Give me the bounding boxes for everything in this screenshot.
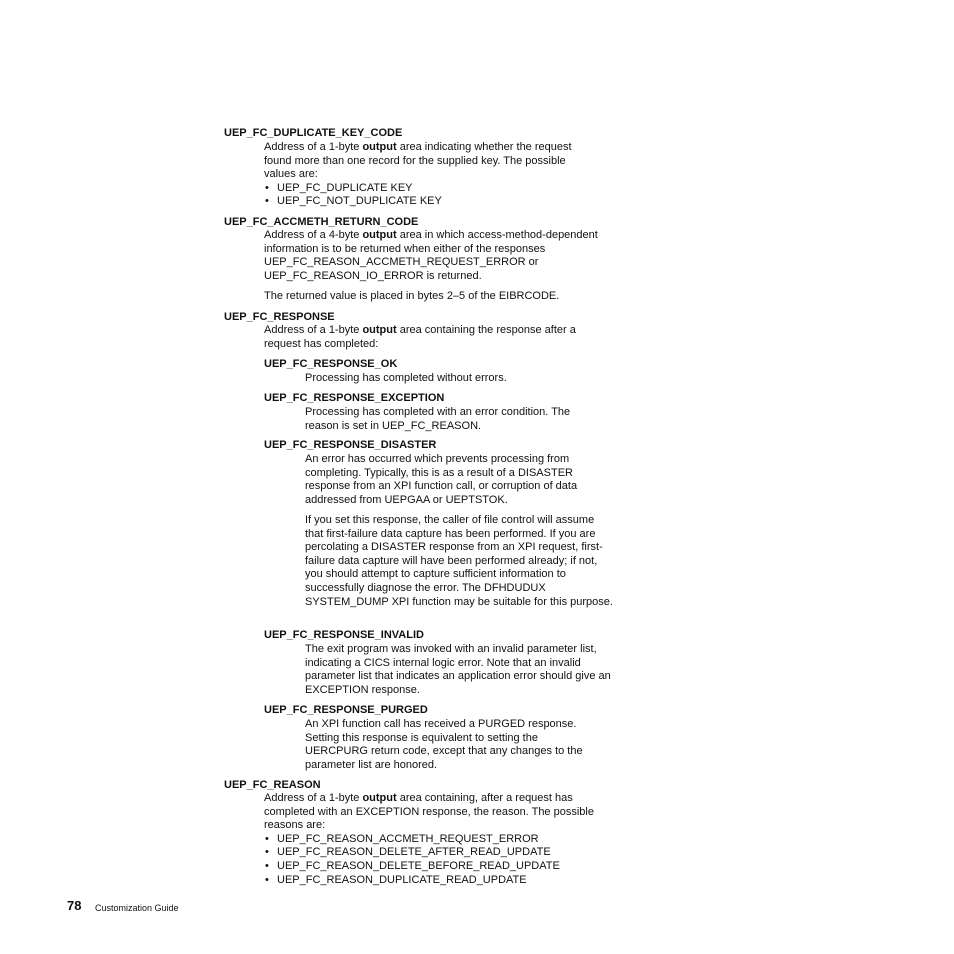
term-duplicate-key-code: UEP_FC_DUPLICATE_KEY_CODE <box>224 127 403 139</box>
desc-bold: output <box>362 229 397 241</box>
values-list <box>264 182 599 209</box>
desc-response-invalid <box>305 643 613 697</box>
term-response: UEP_FC_RESPONSE <box>224 311 335 323</box>
desc-text: Address of a 4-byte <box>264 229 363 241</box>
desc-response-exception <box>305 406 595 433</box>
desc-paragraph: Processing has completed without errors. <box>305 372 507 384</box>
term-accmeth-return-code: UEP_FC_ACCMETH_RETURN_CODE <box>224 216 419 228</box>
list-item: • UEP_FC_DUPLICATE KEY <box>264 182 599 196</box>
desc-accmeth-return-code <box>264 229 610 304</box>
term-response-purged: UEP_FC_RESPONSE_PURGED <box>264 704 428 716</box>
list-item: • UEP_FC_REASON_DUPLICATE_READ_UPDATE <box>264 874 614 888</box>
desc-paragraph: The exit program was invoked with an invalid parameter list, indicating a CICS internal logic error. Note that an invalid parameter list that indicates an application error should give an EXCEPTION response. <box>305 643 611 696</box>
desc-response-ok <box>305 372 615 386</box>
desc-text: area in which access-method-dependent information is to be returned when either of the responses UEP_FC_REASON_ACCMETH_REQUEST_ERROR or UEP_FC_REASON_IO_ERROR is returned. <box>264 229 598 282</box>
desc-text: area containing, after a request has completed with an EXCEPTION response, the reason. The possible reasons are: <box>264 792 594 832</box>
term-response-ok: UEP_FC_RESPONSE_OK <box>264 358 398 370</box>
term-response-disaster: UEP_FC_RESPONSE_DISASTER <box>264 439 437 451</box>
book-title: Customization Guide <box>95 903 179 913</box>
list-item: • UEP_FC_NOT_DUPLICATE KEY <box>264 195 599 209</box>
desc-response-purged <box>305 718 600 772</box>
desc-bold: output <box>362 324 397 336</box>
term-reason: UEP_FC_REASON <box>224 779 321 791</box>
desc-text: area containing the response after a request has completed: <box>264 324 576 350</box>
desc-paragraph <box>264 324 604 351</box>
desc-response-disaster <box>305 453 613 609</box>
desc-bold: output <box>362 141 397 153</box>
desc-text: Address of a 1-byte <box>264 141 363 153</box>
desc-note: The returned value is placed in bytes 2–5 of the EIBRCODE. <box>264 289 560 302</box>
term-response-invalid: UEP_FC_RESPONSE_INVALID <box>264 629 424 641</box>
page-number: 78 <box>67 898 82 913</box>
desc-text: area indicating whether the request found more than one record for the supplied key. The possible values are: <box>264 141 572 181</box>
desc-text: Address of a 1-byte <box>264 792 363 804</box>
list-item: • UEP_FC_REASON_DELETE_AFTER_READ_UPDATE <box>264 846 614 860</box>
desc-paragraph <box>264 792 614 833</box>
desc-response <box>264 324 604 351</box>
desc-paragraph: An error has occurred which prevents processing from completing. Typically, this is as a result of a DISASTER response from an XPI function call, or corruption of data addressed from UEPGAA or UEPTSTOK. <box>305 453 578 506</box>
reasons-list <box>264 833 614 887</box>
desc-paragraph: If you set this response, the caller of file control will assume that first-failure data capture has been performed. If you are percolating a DISASTER response from an XPI request, first-failure data capture will have been performed already; if not, you should attempt to capture sufficient information to successfully diagnose the error. The DFHDUDUX SYSTEM_DUMP XPI function may be suitable for this purpose. <box>305 513 613 608</box>
desc-paragraph: Processing has completed with an error condition. The reason is set in UEP_FC_REASON. <box>305 406 571 432</box>
desc-paragraph <box>264 141 599 182</box>
desc-reason <box>264 792 614 887</box>
term-response-exception: UEP_FC_RESPONSE_EXCEPTION <box>264 392 445 404</box>
desc-duplicate-key-code <box>264 141 599 209</box>
desc-text: Address of a 1-byte <box>264 324 363 336</box>
list-item: • UEP_FC_REASON_ACCMETH_REQUEST_ERROR <box>264 833 614 847</box>
desc-paragraph <box>264 229 610 283</box>
desc-bold: output <box>362 792 397 804</box>
list-item: • UEP_FC_REASON_DELETE_BEFORE_READ_UPDATE <box>264 860 614 874</box>
desc-paragraph: An XPI function call has received a PURGED response. Setting this response is equivalent to setting the UERCPURG return code, except that any changes to the parameter list are honored. <box>305 718 583 771</box>
